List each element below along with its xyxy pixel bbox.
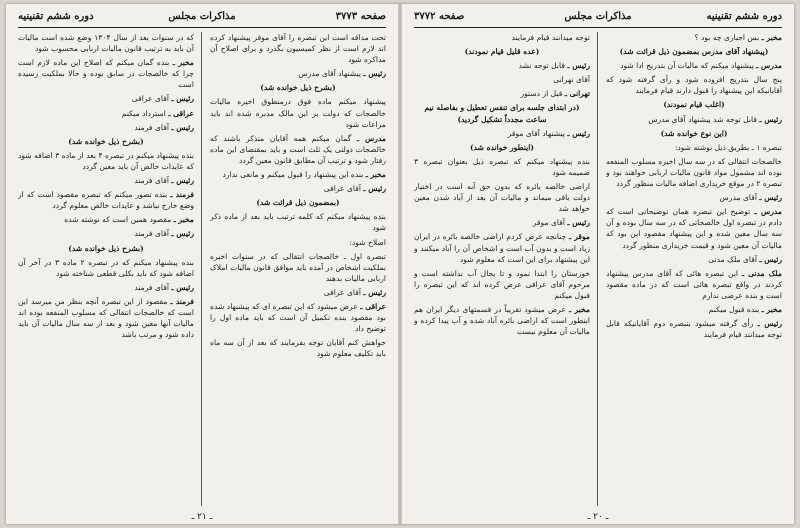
paragraph	[414, 181, 590, 214]
paragraph-text: پیشنهاد آقای مدرس	[298, 69, 361, 79]
paragraph-text: آقای فرمند	[134, 229, 169, 239]
speaker-name: مدرس ـ	[756, 61, 782, 71]
paragraph-text: قبل از دستور	[520, 89, 563, 99]
right-header-page-number: صفحه ۳۷۷۲	[414, 11, 465, 22]
speaker-name: رئیس ـ	[759, 254, 782, 264]
paragraph-text: تبصره اول ـ خالصجات انتقالی که در سنوات اخیره بملکیت اشخاص در آمده باید موافق قانون مالیات املاک اربابی مالیات بدهند	[210, 251, 386, 283]
paragraph-text: تحت مداقه است این تبصره را آقای موقر پیشنهاد کرده اند لازم است از نظر کمیسیون بگذرد و برای اصلاح آن مذاکره شود	[210, 33, 386, 65]
speaker-name: رئیس ـ	[171, 94, 194, 104]
speaker-name: تهرانی ـ	[564, 89, 590, 99]
speaker-name: رئیس ـ	[171, 282, 194, 292]
paragraph-text: توضیح این تبصره همان توضیحاتی است که دادم در تبصره اول خالصجاتی که در سه سال بوده و آن سه سال معین شده و این پیشنهاد مقصود این بود که مالیات آن معین شود و قیمت خریداری منظور گردد	[606, 207, 782, 250]
speaker-name: رئیس ـ	[759, 193, 782, 203]
paragraph-text: (اینطور خوانده شد)	[470, 142, 534, 152]
paragraph	[414, 60, 590, 71]
paragraph-text: آقای عراقی	[323, 184, 361, 194]
paragraph-text: آقای موقر	[532, 218, 565, 228]
paragraph-text: گمان میکنم همه آقایان متذکر باشند که خالصجات دولتی یک ثلث است و باید بمقتضای این ماده رفتار شود و ترتیب آن مطابق قانون معین گردد	[210, 133, 386, 165]
speaker-name: رئیس ـ	[171, 229, 194, 239]
paragraph-text: (بمضمون ذیل قرائت شد)	[256, 198, 340, 208]
paragraph-text: بنده پیشنهاد میکنم که کلمه ترتیب باید بعد از ماده ذکر شود	[210, 212, 386, 233]
left-page	[6, 4, 398, 524]
paragraph	[606, 142, 782, 153]
paragraph-text: بنده این پیشنهاد را قبول میکنم و مانعی ندارد	[222, 170, 364, 180]
speaker-name: مخبر ـ	[365, 170, 386, 180]
paragraph	[414, 268, 590, 301]
speaker-name: رئیس ـ	[171, 176, 194, 186]
paragraph	[210, 301, 386, 334]
right-header-session: دوره ششم تقنینیه	[706, 11, 782, 22]
paragraph-text: آقای مدرس	[719, 193, 757, 203]
paragraph	[606, 46, 782, 57]
paragraph-text: بنده گمان میکنم که اصلاح این ماده لازم است چرا که خالصجات در سابق بوده و حالا بملکیت رسیده است	[18, 58, 194, 90]
speaker-name: عراقی ـ	[168, 108, 194, 118]
speaker-name: رئیس ـ	[171, 122, 194, 132]
paragraph	[210, 68, 386, 79]
paragraph	[18, 189, 194, 211]
paragraph-text: (بشرح ذیل خوانده شد)	[260, 83, 336, 93]
paragraph-text: (عده قلیل قیام نمودند)	[464, 47, 540, 57]
paragraph	[606, 114, 782, 125]
paragraph-text: اراضی خالصه بائره که بدون حق آبه است در اختیار دولت باقی میماند و مالیات آن بعد از آباد شدن معین خواهد شد	[414, 182, 590, 214]
paragraph	[210, 96, 386, 129]
paragraph	[18, 32, 194, 54]
left-page-column-left	[18, 32, 194, 508]
paragraph	[414, 88, 590, 99]
paragraph	[210, 197, 386, 208]
paragraph	[18, 136, 194, 147]
speaker-name: فرمند ـ	[170, 190, 194, 200]
speaker-name: مخبر ـ	[173, 215, 194, 225]
paragraph	[18, 175, 194, 186]
paragraph	[210, 183, 386, 194]
right-page-column-left	[414, 32, 590, 508]
right-page-footer: ـ ۲۰ ـ	[587, 512, 609, 522]
paragraph	[414, 102, 590, 124]
paragraph-text: پیشنهاد میکنم که مالیات آن بتدریج ادا شود	[620, 61, 754, 71]
paragraph	[210, 337, 386, 359]
paragraph-text: بنده پیشنهاد میکنم که تبصره ذیل بعنوان تبصره ۳ ضمیمه شود	[414, 156, 590, 177]
left-header-title: مذاکرات مجلس	[168, 11, 236, 22]
paragraph	[606, 60, 782, 71]
speaker-name: فرمند ـ	[170, 296, 194, 306]
paragraph	[210, 32, 386, 65]
paragraph	[414, 46, 590, 57]
paragraph	[414, 304, 590, 337]
paragraph	[210, 287, 386, 298]
paragraph-text: آقای تهرانی	[553, 75, 590, 85]
speaker-name: مخبر ـ	[568, 304, 590, 314]
paragraph	[210, 169, 386, 180]
paragraph	[606, 192, 782, 203]
paragraph-text: آقای فرمند	[134, 122, 169, 132]
paragraph	[606, 318, 782, 340]
paragraph	[18, 214, 194, 225]
paragraph	[210, 251, 386, 284]
paragraph-text: خواهش کنم آقایان توجه بفرمایند که بعد از آن سه ماه باید تکلیف معلوم شود	[210, 338, 386, 359]
paragraph-text: آقای فرمند	[134, 282, 169, 292]
paragraph-text: بس اجبارى چه بود ؟	[694, 33, 760, 42]
paragraph-text: آقای عراقی	[323, 287, 361, 297]
paragraph-text: (بشرح ذیل خوانده شد)	[68, 136, 144, 146]
paragraph	[210, 82, 386, 93]
paragraph-text: (این نوع خوانده شد)	[660, 128, 728, 138]
speaker-name: رئیس ـ	[567, 218, 590, 228]
paragraph-text: خالصجات انتقالی که در سه سال اخیره مسلوب المنفعه بوده اند مشمول مواد قانون مالیات اربابی خواهند بود و تبصره ۲ در موقع خریداری اضافه مالیات منظور گردد	[606, 156, 782, 189]
speaker-name: عراقی ـ	[360, 301, 386, 311]
speaker-name: رئیس ـ	[567, 128, 590, 138]
paragraph-text: بنده پیشنهاد میکنم که در تبصره ۲ ماده ۳ در آخر آن اضافه شود که باید بکلی قطعی شناخته شود	[18, 257, 194, 278]
paragraph	[606, 206, 782, 250]
paragraph-text: تبصره ۱ ـ بطریق ذیل نوشته شود:	[674, 142, 782, 152]
speaker-name: ملک مدنی ـ	[741, 268, 782, 278]
paragraph-text: چنانچه عرض کردم اراضی خالصه بائره در ایران زیاد است و بدون آب است و اشخاص آن را آباد میکنند و این پیشنهاد برای این است که معلوم شود	[414, 232, 590, 264]
paragraph	[414, 74, 590, 85]
left-page-column-right	[210, 32, 386, 508]
paragraph-text: بنده تصور میکنم که تبصره مقصود است که از وضع خارج نباشد و عایدات خالص معلوم گردد	[18, 190, 194, 211]
speaker-name: رئیس ـ	[363, 287, 386, 297]
paragraph-text: عرض میشود تقریباً در قسمتهای دیگر ایران هم اینطور است که اراضی بائره آباد شده و آب پیدا کرده و مالیات آن معلوم نیست	[414, 304, 590, 337]
paragraph-text: آقای ملک مدنی	[708, 254, 757, 264]
paragraph-text: (بشرح ذیل خوانده شد)	[68, 243, 144, 253]
paragraph-text: پیشنهاد آقای موقر	[507, 128, 565, 138]
speaker-name: مخبر ـ	[172, 58, 194, 68]
right-header-title: مذاکرات مجلس	[564, 11, 632, 22]
paragraph-text: اصلاح شود:	[349, 237, 386, 247]
paragraph	[606, 254, 782, 265]
paragraph	[18, 243, 194, 254]
column-divider	[597, 32, 598, 506]
paragraph	[606, 74, 782, 96]
paragraph	[18, 257, 194, 279]
paragraph	[210, 211, 386, 233]
paragraph	[18, 108, 194, 119]
paragraph-text: استرداد میکنم	[121, 108, 166, 118]
paragraph-text: قابل توجه نشد	[518, 61, 565, 71]
paragraph-text: مقصود از این تبصره آنچه بنظر من میرسد این است که خالصجات انتقالی که مسلوب المنفعه بوده اند مالیات آنها معین شود و بعد از سه سال مالیات آن باید داده شود و مرتب باشد	[18, 296, 194, 340]
paragraph	[414, 32, 590, 43]
paragraph	[606, 268, 782, 301]
speaker-name: رئیس ـ	[567, 61, 590, 71]
right-page	[402, 4, 794, 524]
speaker-name: مدرس ـ	[754, 207, 782, 217]
paragraph	[18, 57, 194, 90]
paragraph	[18, 296, 194, 340]
paragraph-text: (پیشنهاد آقای مدرس بمضمون ذیل قرائت شد)	[619, 47, 769, 57]
paragraph-text: توجه میدانند قیام فرمایند	[511, 33, 590, 42]
paragraph-text: عرض میشود که این تبصره ای که پیشنهاد شده بود مقصود بنده تکمیل آن است که باید ماده اول را توضیح داد	[210, 301, 386, 334]
paragraph	[210, 133, 386, 166]
speaker-name: مخبر ـ	[761, 304, 782, 314]
paragraph	[18, 150, 194, 172]
right-page-column-right	[606, 32, 782, 508]
speaker-name: رئیس ـ	[363, 69, 386, 79]
paragraph	[606, 128, 782, 139]
right-page-header	[414, 9, 782, 28]
paragraph	[606, 304, 782, 315]
paragraph	[210, 237, 386, 248]
paragraph	[414, 217, 590, 228]
paragraph	[414, 156, 590, 178]
left-header-page-number: صفحه ۳۷۷۳	[335, 11, 386, 22]
book-spread	[6, 4, 794, 524]
left-header-session: دوره ششم تقنینیه	[18, 11, 94, 22]
paragraph-text: رأی گرفته میشود بتبصره دوم آقایانیکه قابل توجه میدانند قیام فرمایند	[606, 319, 782, 340]
paragraph	[606, 156, 782, 189]
paragraph-text: قابل توجه شد پیشنهاد آقای مدرس	[648, 114, 757, 124]
paragraph	[18, 93, 194, 104]
left-page-header	[18, 9, 386, 28]
speaker-name: موقر ـ	[568, 232, 590, 242]
paragraph-text: بنده پیشنهاد میکنم در تبصره ۴ بعد از ماده ۳ اضافه شود که عایدات خالص آن باید معین گردد	[18, 150, 194, 171]
column-divider	[201, 32, 202, 506]
speaker-name: مدرس ـ	[356, 133, 386, 143]
paragraph	[18, 282, 194, 293]
paragraph	[414, 231, 590, 264]
speaker-name: رئیس ـ	[757, 319, 782, 329]
paragraph	[606, 99, 782, 110]
speaker-name: مخبر ـ	[761, 33, 782, 42]
paragraph-text: پنج سال بتدریج افزوده شود و رأی گرفته شود که آقایانیکه این پیشنهاد را قبول دارند قیام فرمایند	[606, 75, 782, 96]
paragraph	[414, 128, 590, 139]
left-page-footer: ـ ۲۱ ـ	[191, 512, 213, 522]
paragraph-text: این تبصره هائی که آقای مدرس پیشنهاد کردند در واقع تبصره هائی است که در ماده مقصود است و بنده عرضی ندارم	[606, 268, 782, 300]
paragraph-text: پیشنهاد میکنم ماده فوق درمنطوق اخیره مالیات خالصجات که دولت بر این مالک مدبره شده اند باید مراعات شود	[210, 97, 386, 129]
paragraph-text: آقای فرمند	[134, 176, 169, 186]
paragraph-text: (در ابتدای جلسه برای تنفس تعطیل و بفاصله نیم ساعت مجدداً تشکیل گردید)	[424, 103, 580, 124]
paragraph-text: آقای عراقی	[131, 94, 169, 104]
paragraph-text: بنده قبول میکنم	[708, 304, 760, 314]
speaker-name: رئیس ـ	[363, 184, 386, 194]
paragraph	[18, 228, 194, 239]
speaker-name: رئیس ـ	[759, 114, 782, 124]
paragraph-text: خوزستان را ابتدا نمود و تا بحال آب نداشته است و مرحوم آقای عراقی عرض کرده اند که این تبصره را قبول میکنم	[414, 268, 590, 300]
paragraph-text: (اغلب قیام نمودند)	[663, 100, 725, 110]
paragraph	[18, 122, 194, 133]
paragraph-text: مقصود همین است که نوشته شده	[64, 215, 172, 225]
paragraph	[606, 32, 782, 43]
paragraph	[414, 142, 590, 153]
paragraph-text: که در سنوات بعد از سال ۱۳۰۴ وضع شده است مالیات آن باید به ترتیب قانون مالیات اربابی محسوب شود	[18, 33, 194, 54]
